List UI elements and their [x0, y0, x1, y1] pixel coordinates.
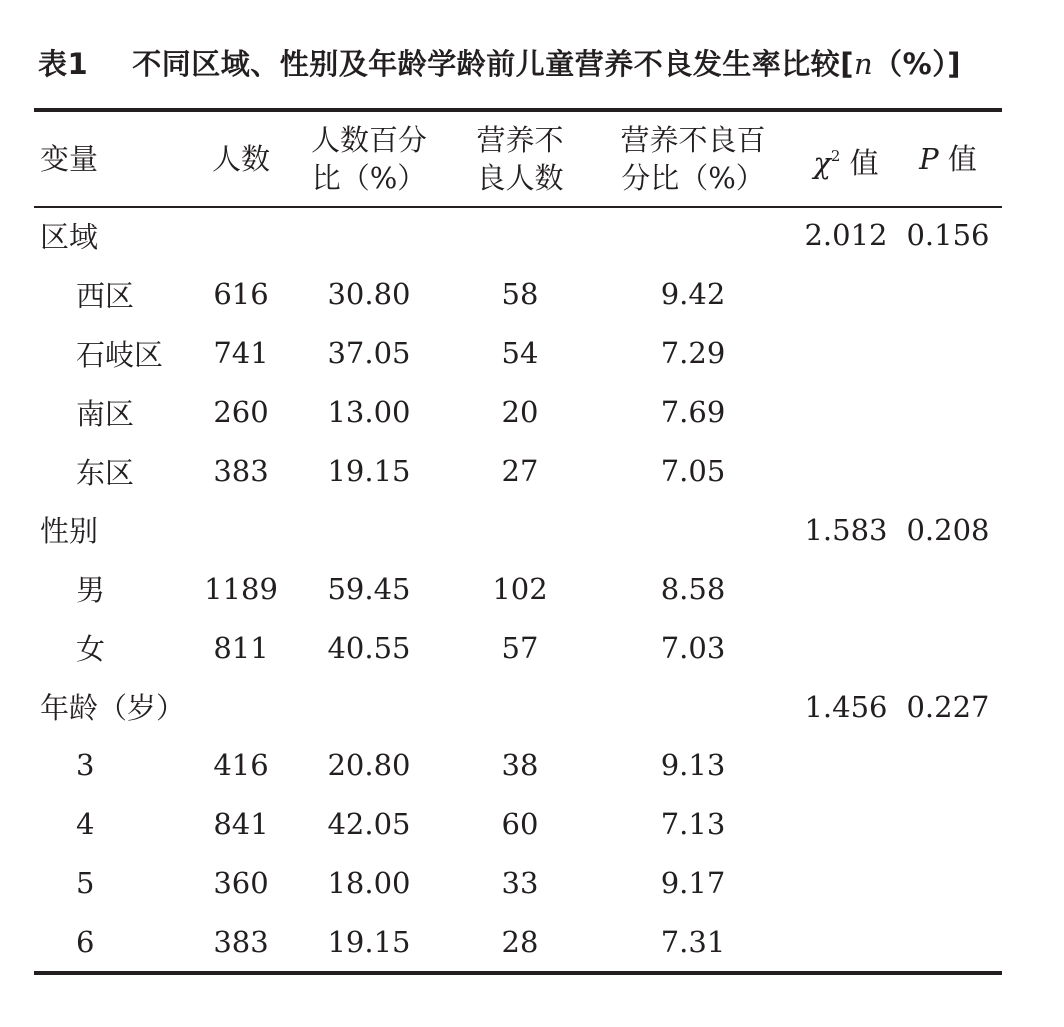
cell-count: 741: [213, 336, 269, 371]
cell-count-percent: 19.15: [327, 925, 411, 960]
cell-chi-square: [798, 795, 894, 854]
unit-rest: （%）]: [873, 47, 961, 81]
group-header-row: [34, 500, 1002, 559]
cell-chi-square: [798, 442, 894, 501]
cell-chi-square: [798, 618, 894, 677]
header-count-percent: 人数百分 比（%）: [310, 123, 427, 195]
bottom-rule: [34, 971, 1002, 975]
cell-chi-square: [798, 383, 894, 442]
row-label: 性别: [40, 514, 99, 549]
row-label: 西区: [76, 278, 135, 313]
row-label: 6: [76, 925, 95, 960]
cell-malnutrition-count: 28: [501, 925, 539, 960]
cell-malnutrition-count: 58: [501, 277, 539, 312]
cell-malnutrition-percent: [588, 206, 798, 265]
row-label: 东区: [76, 455, 135, 490]
cell-count: 260: [213, 395, 269, 430]
cell-chi-square: [798, 265, 894, 324]
table-row: [34, 795, 1002, 854]
cell-count-percent: [286, 677, 452, 736]
cell-count: 416: [213, 748, 269, 783]
row-label: 年龄（岁）: [40, 691, 186, 726]
cell-malnutrition-percent: 7.03: [660, 630, 726, 665]
row-label: 4: [76, 807, 95, 842]
unit-bracket-open: [: [840, 47, 854, 81]
cell-chi-square: 1.583: [804, 512, 888, 547]
cell-count-percent: 59.45: [327, 571, 411, 606]
cell-malnutrition-percent: 7.13: [660, 807, 726, 842]
cell-p-value: [894, 854, 1002, 913]
cell-count-percent: 30.80: [327, 277, 411, 312]
cell-malnutrition-percent: 9.13: [660, 748, 726, 783]
row-label: 5: [76, 866, 95, 901]
cell-p-value: 0.208: [906, 512, 990, 547]
cell-malnutrition-percent: 9.17: [660, 866, 726, 901]
cell-count: 383: [213, 925, 269, 960]
cell-count: 811: [213, 630, 269, 665]
cell-malnutrition-count: 20: [501, 395, 539, 430]
cell-p-value: [894, 618, 1002, 677]
cell-malnutrition-count: [452, 500, 588, 559]
cell-malnutrition-percent: [588, 500, 798, 559]
cell-malnutrition-percent: 7.69: [660, 395, 726, 430]
cell-malnutrition-count: 54: [501, 336, 539, 371]
cell-chi-square: [798, 854, 894, 913]
table-title: 不同区域、性别及年龄学龄前儿童营养不良发生率比较: [132, 47, 841, 81]
row-label: 3: [76, 748, 95, 783]
cell-chi-square: 1.456: [804, 689, 888, 724]
cell-malnutrition-count: 102: [492, 571, 548, 606]
table-row: [34, 383, 1002, 442]
header-p-value: P 值: [919, 142, 977, 176]
cell-malnutrition-percent: 7.05: [660, 454, 726, 488]
cell-malnutrition-count: 27: [501, 454, 539, 488]
cell-chi-square: [798, 913, 894, 972]
cell-p-value: [894, 324, 1002, 383]
cell-malnutrition-percent: 7.29: [660, 336, 726, 371]
cell-count: 841: [213, 807, 269, 842]
cell-malnutrition-count: 33: [501, 866, 539, 901]
cell-p-value: [894, 442, 1002, 501]
cell-chi-square: [798, 736, 894, 795]
cell-count-percent: 20.80: [327, 748, 411, 783]
cell-count-percent: 37.05: [327, 336, 411, 371]
cell-count-percent: 18.00: [327, 866, 411, 901]
header-row: [34, 112, 1002, 206]
header-count: 人数: [211, 142, 270, 176]
cell-malnutrition-count: [452, 206, 588, 265]
group-header-row: [34, 206, 1002, 265]
table-row: [34, 559, 1002, 618]
cell-count: 616: [213, 277, 269, 312]
cell-p-value: 0.227: [906, 689, 990, 724]
row-label: 区域: [40, 219, 99, 254]
cell-count: 360: [213, 866, 269, 901]
cell-malnutrition-count: 57: [501, 630, 539, 665]
cell-count-percent: 19.15: [327, 454, 411, 488]
cell-malnutrition-percent: [588, 677, 798, 736]
row-label: 石岐区: [76, 337, 164, 372]
table-row: [34, 913, 1002, 972]
table-row: [34, 442, 1002, 501]
cell-malnutrition-percent: 8.58: [660, 571, 726, 606]
cell-p-value: [894, 265, 1002, 324]
row-label: 男: [76, 573, 106, 608]
header-chi-square: $\chi^2$ 值: [813, 145, 879, 180]
header-malnutrition-percent: 营养不良百 分比（%）: [620, 123, 766, 195]
group-header-row: [34, 677, 1002, 736]
table-caption: [38, 42, 961, 83]
table-row: [34, 265, 1002, 324]
cell-p-value: [894, 383, 1002, 442]
table-label: 表1: [38, 47, 89, 81]
cell-chi-square: 2.012: [804, 218, 888, 253]
row-label: 女: [76, 632, 106, 667]
cell-malnutrition-percent: 7.31: [660, 925, 726, 960]
header-variable: 变量: [40, 142, 99, 176]
table-row: [34, 736, 1002, 795]
cell-count: [196, 500, 286, 559]
cell-malnutrition-count: [452, 677, 588, 736]
table-row: [34, 854, 1002, 913]
row-label: 南区: [76, 396, 135, 431]
cell-count: [196, 677, 286, 736]
cell-count-percent: 40.55: [327, 630, 411, 665]
cell-count-percent: [286, 206, 452, 265]
cell-p-value: [894, 913, 1002, 972]
cell-count: 1189: [204, 571, 278, 606]
data-table: [34, 112, 1002, 972]
cell-count-percent: 13.00: [327, 395, 411, 430]
header-malnutrition-count: 营养不 良人数: [476, 123, 564, 195]
cell-chi-square: [798, 559, 894, 618]
cell-malnutrition-percent: 9.42: [660, 277, 726, 312]
unit-n: n: [853, 47, 874, 81]
cell-p-value: [894, 736, 1002, 795]
cell-malnutrition-count: 38: [501, 748, 539, 783]
cell-p-value: [894, 795, 1002, 854]
table-row: [34, 324, 1002, 383]
cell-count: 383: [213, 454, 269, 488]
cell-chi-square: [798, 324, 894, 383]
cell-malnutrition-count: 60: [501, 807, 539, 842]
cell-count-percent: [286, 500, 452, 559]
cell-p-value: [894, 559, 1002, 618]
cell-count: [196, 206, 286, 265]
table-row: [34, 618, 1002, 677]
cell-p-value: 0.156: [906, 218, 990, 253]
cell-count-percent: 42.05: [327, 807, 411, 842]
